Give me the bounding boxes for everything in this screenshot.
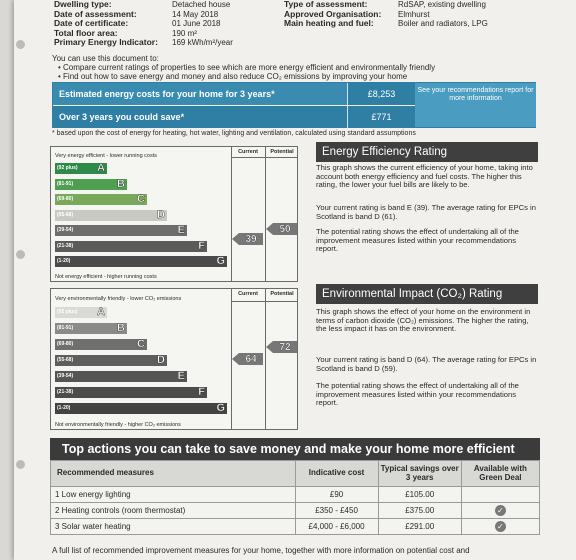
band-range: (39-54) — [57, 373, 74, 379]
band-letter: G — [216, 255, 225, 267]
rating-band-d — [55, 355, 167, 366]
band-letter: D — [157, 208, 165, 221]
rating-band-f — [55, 387, 207, 398]
potential-column-header: Potential — [270, 149, 294, 155]
band-letter: G — [216, 402, 225, 414]
rating-band-b — [55, 323, 127, 334]
savings-cell: £291.00 — [378, 519, 461, 535]
band-letter: D — [157, 354, 165, 366]
rating-band-f — [55, 241, 207, 252]
header-labels-right — [284, 0, 381, 29]
could-save-value: £771 — [347, 106, 415, 128]
costs-footnote: * based upon the cost of energy for heating, hot water, lighting and ventilation, calculated using standard assumptions — [52, 130, 416, 137]
band-range: (92 plus) — [57, 309, 78, 315]
heating-value: Boiler and radiators, LPG — [398, 19, 488, 28]
date-assessment-value: 14 May 2018 — [172, 9, 219, 19]
approved-org-value: Elmhurst — [398, 9, 430, 19]
col-cost: Indicative cost — [295, 461, 378, 487]
energy-efficiency-title: Energy Efficiency Rating — [316, 142, 538, 162]
col-measures: Recommended measures — [51, 461, 296, 487]
check-icon: ✓ — [495, 521, 506, 532]
band-letter: A — [97, 306, 105, 318]
measure-cell: 2 Heating controls (room thermostat) — [51, 503, 296, 519]
chart-top-label: Very environmentally friendly - lower CO₂ emissions — [55, 296, 182, 302]
top-actions-title: Top actions you can take to save money and make your home more efficient — [50, 438, 540, 460]
usage-bullet: • Compare current ratings of properties to see which are more energy efficient and environmentally friendly — [58, 63, 435, 72]
dwelling-type-label: Dwelling type: — [54, 0, 112, 9]
cost-cell: £350 - £450 — [295, 503, 378, 519]
table-row — [51, 503, 540, 519]
floor-area-value: 190 m² — [172, 28, 197, 38]
band-range: (1-20) — [57, 258, 71, 264]
epc-document-page — [14, 0, 576, 560]
dwelling-type-value: Detached house — [172, 0, 231, 9]
band-letter: B — [117, 322, 125, 334]
ei-paragraph: The potential rating shows the effect of undertaking all of the improvement measures listed within your recommendations report. — [316, 381, 519, 408]
top-actions-section — [50, 438, 540, 535]
date-assessment-label: Date of assessment: — [54, 8, 137, 19]
punch-hole — [16, 40, 25, 49]
rating-band-c — [55, 194, 147, 205]
environmental-impact-chart — [50, 288, 298, 430]
ee-paragraph: Your current rating is band E (39). The average rating for EPCs in Scotland is band D (61). — [316, 203, 536, 221]
green-deal-cell — [461, 503, 539, 519]
col-savings: Typical savings over 3 years — [378, 461, 461, 487]
band-range: (21-38) — [57, 389, 74, 395]
ee-paragraph: This graph shows the current efficiency of your home, taking into account both energy efficiency and fuel costs. The higher this rating, the lower your fuel bills are likely to be. — [316, 163, 533, 190]
band-letter: C — [137, 193, 145, 205]
band-range: (55-68) — [57, 357, 74, 363]
measure-cell: 3 Solar water heating — [51, 519, 296, 535]
heating-label: Main heating and fuel: — [284, 18, 374, 28]
rating-band-g — [55, 403, 227, 414]
band-range: (55-68) — [57, 211, 74, 218]
type-assessment-value: RdSAP, existing dwelling — [398, 0, 486, 9]
band-letter: E — [177, 370, 185, 382]
table-row — [51, 519, 540, 535]
rating-band-c — [55, 339, 147, 350]
check-icon: ✓ — [495, 505, 506, 516]
band-letter: A — [97, 162, 105, 174]
rating-band-b — [55, 179, 127, 190]
energy-efficiency-chart — [50, 146, 298, 282]
table-row — [51, 487, 540, 503]
approved-org-label: Approved Organisation: — [284, 8, 382, 19]
band-range: (39-54) — [57, 227, 74, 233]
estimated-costs-label: Estimated energy costs for your home for 3 years* — [53, 83, 415, 105]
primary-energy-value: 169 kWh/m²/year — [172, 38, 233, 47]
header-values — [172, 0, 233, 48]
band-range: (21-38) — [57, 242, 74, 249]
floor-area-label: Total floor area: — [54, 27, 118, 38]
usage-section — [52, 54, 435, 81]
band-letter: C — [137, 338, 145, 350]
energy-costs-box — [52, 82, 536, 128]
rating-band-d — [55, 210, 167, 221]
chart-bottom-label: Not energy efficient - higher running costs — [55, 274, 157, 280]
could-save-label: Over 3 years you could save* — [53, 106, 415, 128]
potential-column-header: Potential — [270, 291, 294, 297]
measure-cell: 1 Low energy lighting — [51, 487, 296, 503]
header-values-right — [398, 0, 488, 29]
current-column-header: Current — [238, 149, 258, 155]
rating-band-g — [55, 256, 227, 267]
col-green-deal: Available with Green Deal — [461, 461, 539, 487]
potential-rating-arrow: 50 — [273, 223, 297, 235]
see-recommendations-note: See your recommendations report for more information — [415, 83, 536, 127]
ei-paragraph: This graph shows the effect of your home on the environment in terms of carbon dioxide (CO₂) emissions. The higher the rating, the less impact it has on the environment. — [316, 307, 531, 334]
band-letter: E — [177, 224, 185, 236]
current-column-header: Current — [238, 291, 258, 297]
rating-band-e — [55, 371, 187, 382]
band-range: (92 plus) — [57, 165, 78, 171]
type-assessment-label: Type of assessment: — [284, 0, 368, 9]
chart-top-label: Very energy efficient - lower running costs — [55, 153, 158, 159]
green-deal-cell — [461, 487, 539, 503]
ee-paragraph: The potential rating shows the effect of undertaking all of the improvement measures listed within your recommendations report. — [316, 227, 519, 254]
usage-intro: You can use this document to: — [52, 54, 159, 63]
estimated-costs-value: £8,253 — [347, 83, 415, 105]
punch-hole — [16, 250, 25, 259]
environmental-impact-title: Environmental Impact (CO₂) Rating — [316, 284, 538, 304]
date-certificate-value: 01 June 2018 — [172, 19, 221, 28]
rating-band-e — [55, 225, 187, 236]
current-rating-arrow: 64 — [239, 353, 263, 365]
band-range: (1-20) — [57, 405, 71, 411]
actions-footnote: A full list of recommended improvement measures for your home, together with more information on potential cost and — [52, 546, 470, 555]
savings-cell: £375.00 — [378, 503, 461, 519]
primary-energy-label: Primary Energy Indicator: — [54, 37, 158, 47]
savings-cell: £105.00 — [378, 487, 461, 503]
band-range: (81-91) — [57, 180, 74, 187]
green-deal-cell — [461, 519, 539, 535]
band-letter: F — [198, 239, 205, 252]
band-letter: B — [117, 177, 125, 190]
header-labels — [54, 0, 158, 48]
band-range: (81-91) — [57, 325, 74, 331]
potential-rating-arrow: 72 — [273, 341, 297, 353]
cost-cell: £4,000 - £6,000 — [295, 519, 378, 535]
usage-bullet: • Find out how to save energy and money and also reduce CO₂ emissions by improving your home — [58, 72, 435, 81]
band-range: (69-80) — [57, 341, 74, 347]
cost-cell: £90 — [295, 487, 378, 503]
chart-bottom-label: Not environmentally friendly - higher CO₂ emissions — [55, 422, 181, 428]
band-letter: F — [198, 386, 205, 398]
current-rating-arrow: 39 — [239, 233, 263, 245]
ei-paragraph: Your current rating is band D (64). The average rating for EPCs in Scotland is band D (59). — [316, 355, 537, 373]
band-range: (69-80) — [57, 196, 74, 202]
rating-band-a — [55, 307, 107, 318]
rating-band-a — [55, 163, 107, 174]
top-actions-table — [50, 460, 540, 535]
punch-hole — [16, 460, 25, 469]
date-certificate-label: Date of certificate: — [54, 18, 129, 28]
